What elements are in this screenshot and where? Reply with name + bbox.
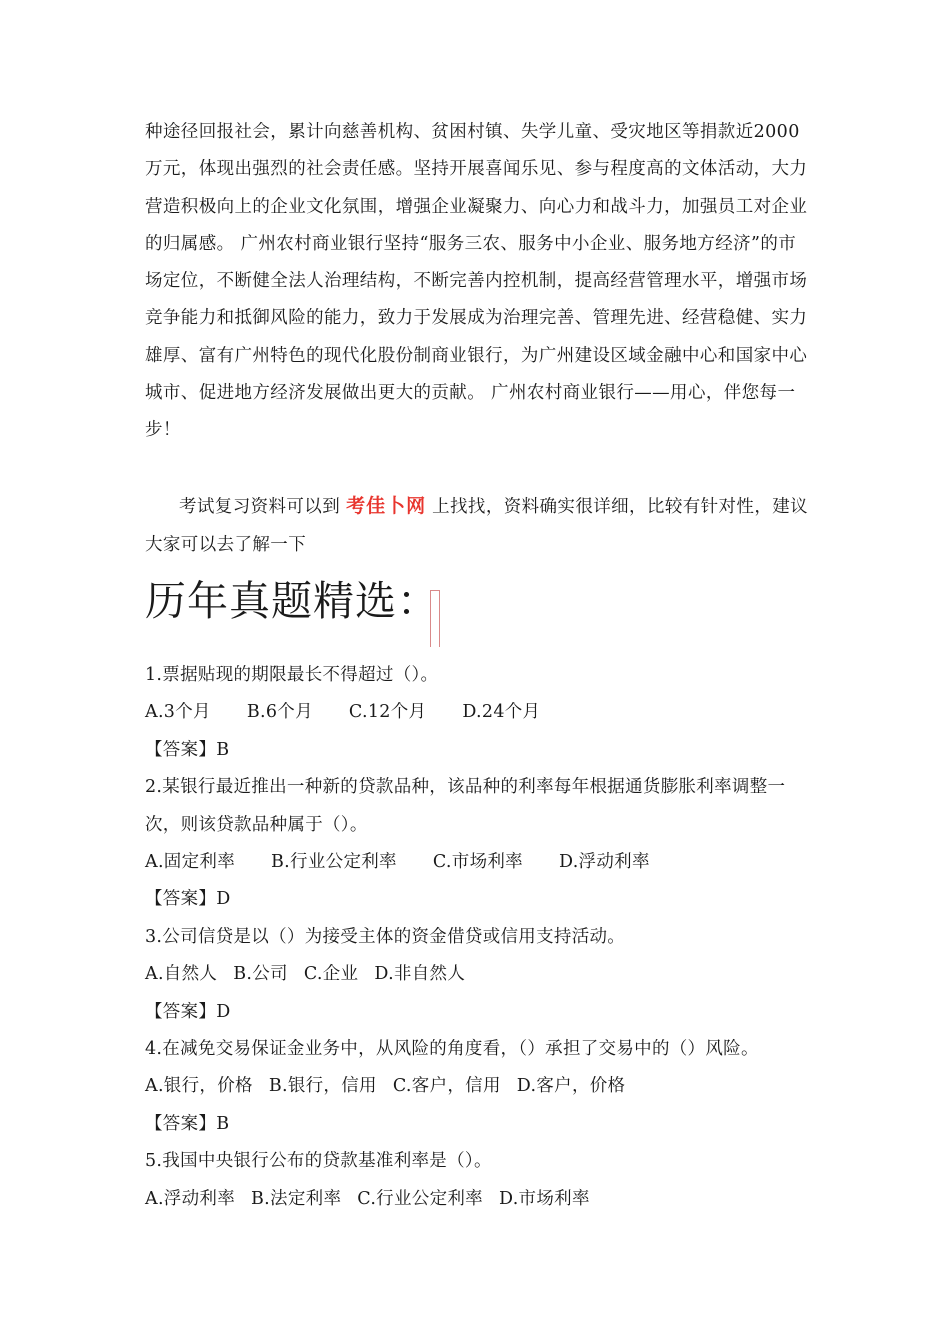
question-4-answer: 【答案】B [145,1113,230,1134]
option-c: C.客户，信用 [392,1076,501,1097]
text-cursor-mark [430,590,440,647]
option-b: B.银行，信用 [268,1076,377,1097]
question-2-text: 2.某银行最近推出一种新的贷款品种，该品种的利率每年根据通货膨胀利率调整一次，则该贷款品种属于（）。 [145,777,786,835]
intro-section [145,114,810,450]
question-2-options [145,844,815,881]
option-c: C.企业 [303,964,359,985]
question-3-answer: 【答案】D [145,1001,231,1022]
promo-paragraph [145,488,810,564]
promo-text-after: 上找找，资料确实很详细，比较有针对性，建议大家可以去了解一下 [145,497,809,555]
section-title: 历年真题精选： [145,577,439,625]
question-1-answer: 【答案】B [145,739,230,760]
question-3-text: 3.公司信贷是以（）为接受主体的资金借贷或信用支持活动。 [145,926,626,947]
question-4-text: 4.在减免交易保证金业务中，从风险的角度看，（）承担了交易中的（）风险。 [145,1039,759,1060]
intro-paragraph: 种途径回报社会，累计向慈善机构、贫困村镇、失学儿童、受灾地区等捐款近2000万元，体现出强烈的社会责任感。坚持开展喜闻乐见、参与程度高的文体活动，大力营造积极向上的企业文化氛围，增强企业凝聚力、向心力和战斗力，加强员工对企业的归属感。 广州农村商业银行坚持“服务三农、服务中小企业、服务地方经济”的市场定位，不断健全法人治理结构，不断完善内控机制，提高经营管理水平，增强市场竞争能力和抵御风险的能力，致力于发展成为治理完善、管理先进、经营稳健、实力雄厚、富有广州特色的现代化股份制商业银行，为广州建设区域金融中心和国家中心城市、促进地方经济发展做出更大的贡献。 广州农村商业银行——用心，伴您每一步！ [145,122,808,441]
option-b: B.法定利率 [251,1188,342,1209]
option-c: C.12个月 [348,702,427,723]
question-4-options [145,1068,815,1105]
option-b: B.行业公定利率 [271,852,397,873]
option-a: A.浮动利率 [145,1188,236,1209]
question-5-options [145,1181,815,1218]
option-d: D.浮动利率 [558,852,650,873]
question-list [145,657,815,1218]
site-link[interactable]: 考佳卜网 [346,495,427,517]
question-3-options [145,956,815,993]
question-5-text: 5.我国中央银行公布的贷款基准利率是（）。 [145,1151,492,1172]
option-d: D.24个月 [462,702,541,723]
option-d: D.市场利率 [498,1188,590,1209]
option-b: B.公司 [233,964,288,985]
question-1-options [145,694,815,731]
question-2-answer: 【答案】D [145,889,231,910]
option-a: A.银行，价格 [145,1076,253,1097]
option-c: C.市场利率 [432,852,523,873]
option-a: A.自然人 [145,964,218,985]
option-d: D.非自然人 [374,964,466,985]
promo-text-before: 考试复习资料可以到 [179,497,341,517]
option-a: A.固定利率 [145,852,236,873]
option-b: B.6个月 [246,702,313,723]
option-c: C.行业公定利率 [357,1188,483,1209]
question-1-text: 1.票据贴现的期限最长不得超过（）。 [145,665,439,685]
option-d: D.客户，价格 [516,1076,626,1097]
option-a: A.3个月 [145,702,211,723]
